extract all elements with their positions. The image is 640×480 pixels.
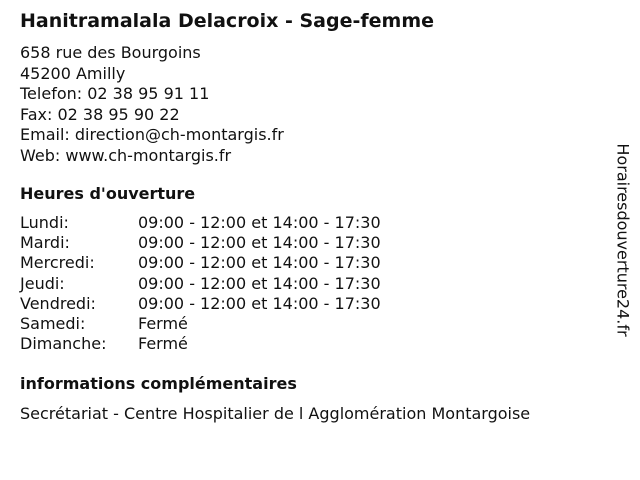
hours-row-thursday [20,274,381,294]
hours-heading: Heures d'ouverture [20,184,196,203]
hours-day: Dimanche: [20,334,107,354]
hours-time: 09:00 - 12:00 et 14:00 - 17:30 [138,213,381,232]
address-city: 45200 Amilly [20,63,126,83]
phone-line: Telefon: 02 38 95 91 11 [20,84,210,103]
hours-row-sunday [20,334,381,354]
hours-row-friday [20,294,381,314]
hours-time: Fermé [138,314,188,334]
info-text: Secrétariat - Centre Hospitalier de l Agglomération Montargoise [20,404,531,423]
hours-row-wednesday [20,253,381,273]
site-watermark: Horairesdouverture24.fr [613,143,633,337]
hours-time: 09:00 - 12:00 et 14:00 - 17:30 [138,293,381,313]
hours-row-saturday [20,314,381,334]
hours-row-tuesday [20,233,381,253]
email-line: Email: direction@ch-montargis.fr [20,125,284,144]
hours-day: Mercredi: [20,253,95,273]
hours-time: Fermé [138,334,188,354]
hours-time: 09:00 - 12:00 et 14:00 - 17:30 [138,273,381,293]
address-street: 658 rue des Bourgoins [20,43,201,62]
hours-time: 09:00 - 12:00 et 14:00 - 17:30 [138,233,381,253]
fax-line: Fax: 02 38 95 90 22 [20,104,180,124]
web-line: Web: www.ch-montargis.fr [20,145,232,165]
hours-day: Vendredi: [20,293,96,313]
hours-table [20,213,381,354]
hours-day: Jeudi: [20,273,65,293]
hours-time: 09:00 - 12:00 et 14:00 - 17:30 [138,253,381,273]
hours-row-monday [20,213,381,233]
hours-day: Mardi: [20,233,70,253]
page-title: Hanitramalala Delacroix - Sage-femme [20,10,435,32]
hours-day: Samedi: [20,314,86,334]
info-heading: informations complémentaires [20,374,297,393]
contact-block [20,43,284,166]
hours-day: Lundi: [20,213,69,232]
